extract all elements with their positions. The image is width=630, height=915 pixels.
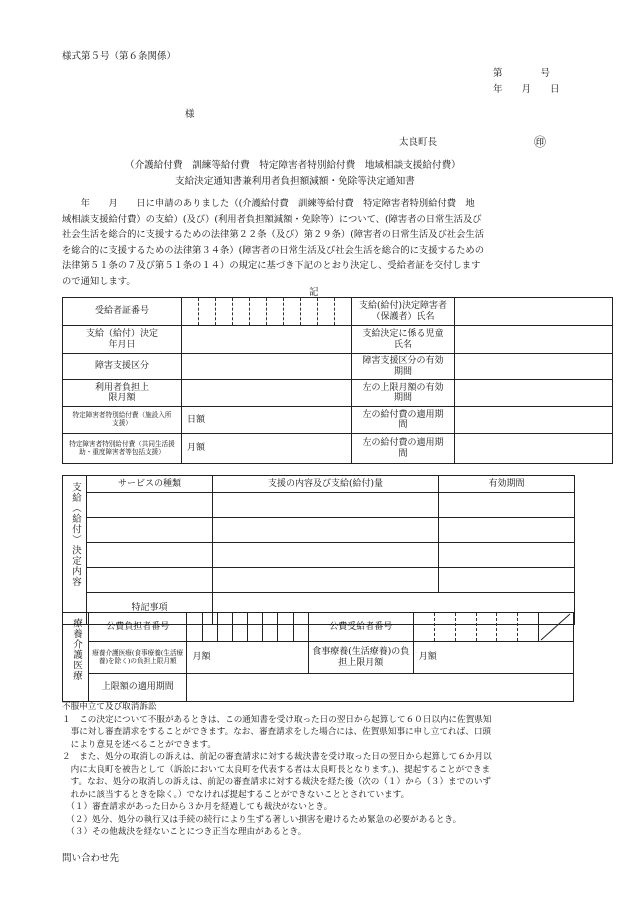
- title-line-1: （介護給付費 訓練等給付費 特定障害者特別給付費 地域相談支援給付費）: [125, 160, 461, 171]
- support-content-header: 支援の内容及び支給(給付)量: [213, 476, 439, 493]
- recipient-number-digit: [335, 298, 352, 326]
- note-line: （３）その他裁決を経ないことにつき正当な理由があるとき。: [62, 827, 307, 837]
- service-row-cell: [439, 493, 575, 518]
- burden-limit-label: 利用者負担上限月額: [63, 380, 182, 407]
- recipient-number-digit: [250, 298, 267, 326]
- body-line: 法律第５１条の７及び第５１条の１４）の規定に基づき下記のとおり決定し、受給者証を交付します: [62, 260, 481, 271]
- service-row-cell: [213, 568, 439, 593]
- public-recipient-digit: [456, 613, 477, 641]
- burden-limit-value: [182, 380, 352, 407]
- decision-date-label: 支給（給付）決定年月日: [63, 326, 182, 354]
- benefit-period-value-a: [455, 407, 613, 434]
- public-recipient-digit: [477, 613, 498, 641]
- benefit-period-value-b: [455, 434, 613, 464]
- service-type-header: サービスの種類: [87, 476, 213, 493]
- public-burden-digit: [278, 613, 293, 642]
- child-name-label: 支給決定に係る児童氏名: [352, 326, 455, 354]
- body-line: ので通知します。: [62, 275, 136, 287]
- appeal-notes: [62, 701, 582, 839]
- public-recipient-digit: [497, 613, 518, 641]
- public-recipient-digit: [518, 613, 538, 641]
- public-recipient-number-digits: [413, 613, 539, 642]
- body-line: 域相談支援給付費）の支給）(及び）(利用者負担額減額・免除等）について、(障害者の日常生活及び: [62, 213, 482, 225]
- title-line-2: 支給決定通知書兼利用者負担額減額・免除等決定通知書: [175, 176, 415, 187]
- public-burden-digit: [217, 613, 232, 642]
- meal-limit-label: 食事療養(生活療養)の負担上限月額: [308, 642, 413, 674]
- public-burden-digit: [232, 613, 247, 642]
- burden-limit-period-value: [455, 380, 613, 407]
- service-row-cell: [87, 568, 213, 593]
- seal-mark: ㊞: [534, 135, 547, 149]
- decision-date-value: [182, 326, 352, 354]
- public-burden-digit: [202, 613, 217, 642]
- special-benefit-group-label: 特定障害者特別給付費（共同生活援助・重度障害者等包括支援）: [63, 434, 182, 464]
- meal-limit-amount-label: 月額: [413, 642, 573, 674]
- recipient-suffix: 様: [185, 109, 195, 120]
- medical-care-side-label: 療養介護医療: [63, 613, 89, 702]
- form-number: 様式第５号（第６条関係）: [62, 51, 177, 62]
- decided-person-value: [455, 298, 613, 326]
- note-line: （２）処分、処分の執行又は手続の続行により生ずる著しい損害を避けるため緊急の必要があるとき。: [62, 814, 462, 825]
- special-benefit-facility-label: 特定障害者特別給付費（施設入所支援）: [63, 407, 182, 434]
- public-burden-digit: [248, 613, 263, 642]
- service-row-cell: [439, 518, 575, 543]
- note-line: 内に太良町を被告として（訴訟において太良町を代表する者は太良町長となります。)、提起することができま: [62, 764, 491, 775]
- service-row-cell: [213, 543, 439, 568]
- daily-amount-label: 日額: [182, 407, 352, 434]
- recipient-number-digit: [301, 298, 318, 326]
- limit-period-label: 上限額の適用期間: [88, 674, 187, 702]
- body-line: を総合的に支援するための法律第３４条）(障害者の日常生活及び社会生活を総合的に支援するための: [62, 244, 484, 256]
- benefit-info-table: [62, 297, 613, 464]
- medical-limit-label: 療養介護医療(食事療養(生活療養)を除く)の負担上限月額: [88, 642, 187, 674]
- decision-content-side-label: 支給（給付）決定内容: [63, 476, 87, 625]
- medical-care-table: [62, 612, 574, 702]
- service-row-cell: [439, 568, 575, 593]
- diagonal-strike: [539, 613, 571, 641]
- notes-heading: 不服申立て及び取消訴訟: [62, 702, 157, 712]
- public-recipient-number-label: 公費受給者番号: [308, 613, 413, 642]
- ki-mark: 記: [309, 287, 319, 298]
- monthly-amount-label: 月額: [182, 434, 352, 464]
- service-row-cell: [87, 493, 213, 518]
- benefit-period-label-a: 左の給付費の適用期間: [352, 407, 455, 434]
- support-category-label: 障害支援区分: [63, 354, 182, 380]
- note-line: 事に対し審査請求をすることができます。なお、審査請求をした場合には、佐賀県知事に申し立てれば、口頭: [62, 727, 492, 737]
- service-row-cell: [87, 543, 213, 568]
- recipient-number-digit: [267, 298, 284, 326]
- note-line: １ この決定について不服があるときは、この通知書を受け取った日の翌日から起算して６０日以内に佐賀県知: [62, 714, 492, 725]
- body-line: 年 月 日に申請のありました（(介護給付費 訓練等給付費 特定障害者特別給付費 地: [62, 198, 475, 209]
- support-category-period-label: 障害支援区分の有効期間: [352, 354, 455, 380]
- benefit-period-label-b: 左の給付費の適用期間: [352, 434, 455, 464]
- service-row-cell: [87, 518, 213, 543]
- burden-limit-period-label: 左の上限月額の有効期間: [352, 380, 455, 407]
- service-row-cell: [439, 543, 575, 568]
- decided-person-label: 支給(給付)決定障害者（保護者）氏名: [352, 298, 455, 326]
- valid-period-header: 有効期間: [439, 476, 575, 493]
- recipient-number-digit: [284, 298, 301, 326]
- medical-limit-amount-label: 月額: [187, 642, 308, 674]
- public-burden-number-label: 公費負担者番号: [88, 613, 187, 642]
- public-recipient-digit: [414, 613, 435, 641]
- notice-body: [62, 196, 582, 289]
- service-row-cell: [213, 493, 439, 518]
- recipient-number-digit: [216, 298, 233, 326]
- public-burden-digit: [187, 613, 202, 642]
- recipient-number-digit: [318, 298, 335, 326]
- public-burden-digit: [263, 613, 278, 642]
- public-burden-digit: [293, 613, 308, 642]
- recipient-number-digit: [233, 298, 250, 326]
- body-line: 社会生活を総合的に支援するための法律第２２条（及び）第２９条）(障害者の日常生活及び社会生活: [62, 229, 484, 240]
- support-category-period-value: [455, 354, 613, 380]
- recipient-number-digit: [199, 298, 216, 326]
- public-recipient-digit: [435, 613, 456, 641]
- document-number-label: 第 号: [493, 68, 551, 79]
- note-line: す。なお、処分の取消しの訴えは、前記の審査請求に対する裁決を経た後（次の（１）から（３）までのいず: [62, 777, 492, 787]
- recipient-number-digit: [182, 298, 199, 326]
- decision-content-table: [62, 475, 575, 625]
- recipient-number-label: 受給者証番号: [63, 298, 182, 326]
- note-line: れかに該当するときを除く。）でなければ提起することができないこととされています。: [62, 789, 410, 800]
- special-notes-label: 特記事項: [87, 593, 213, 625]
- public-recipient-unused-cell: [539, 613, 574, 642]
- note-line: （１）審査請求があった日から３か月を経過しても裁決がないとき。: [62, 802, 333, 812]
- note-line: により意見を述べることができます。: [62, 739, 217, 750]
- note-line: ２ また、処分の取消しの訴えは、前記の審査請求に対する裁決書を受け取った日の翌日から起算して６か月以: [62, 752, 492, 762]
- support-category-value: [182, 354, 352, 380]
- issuer-name: 太良町長: [399, 137, 438, 148]
- document-date-label: 年 月 日: [493, 84, 560, 95]
- limit-period-value: [187, 674, 574, 702]
- service-row-cell: [213, 518, 439, 543]
- child-name-value: [455, 326, 613, 354]
- contact-label: 問い合わせ先: [62, 853, 120, 864]
